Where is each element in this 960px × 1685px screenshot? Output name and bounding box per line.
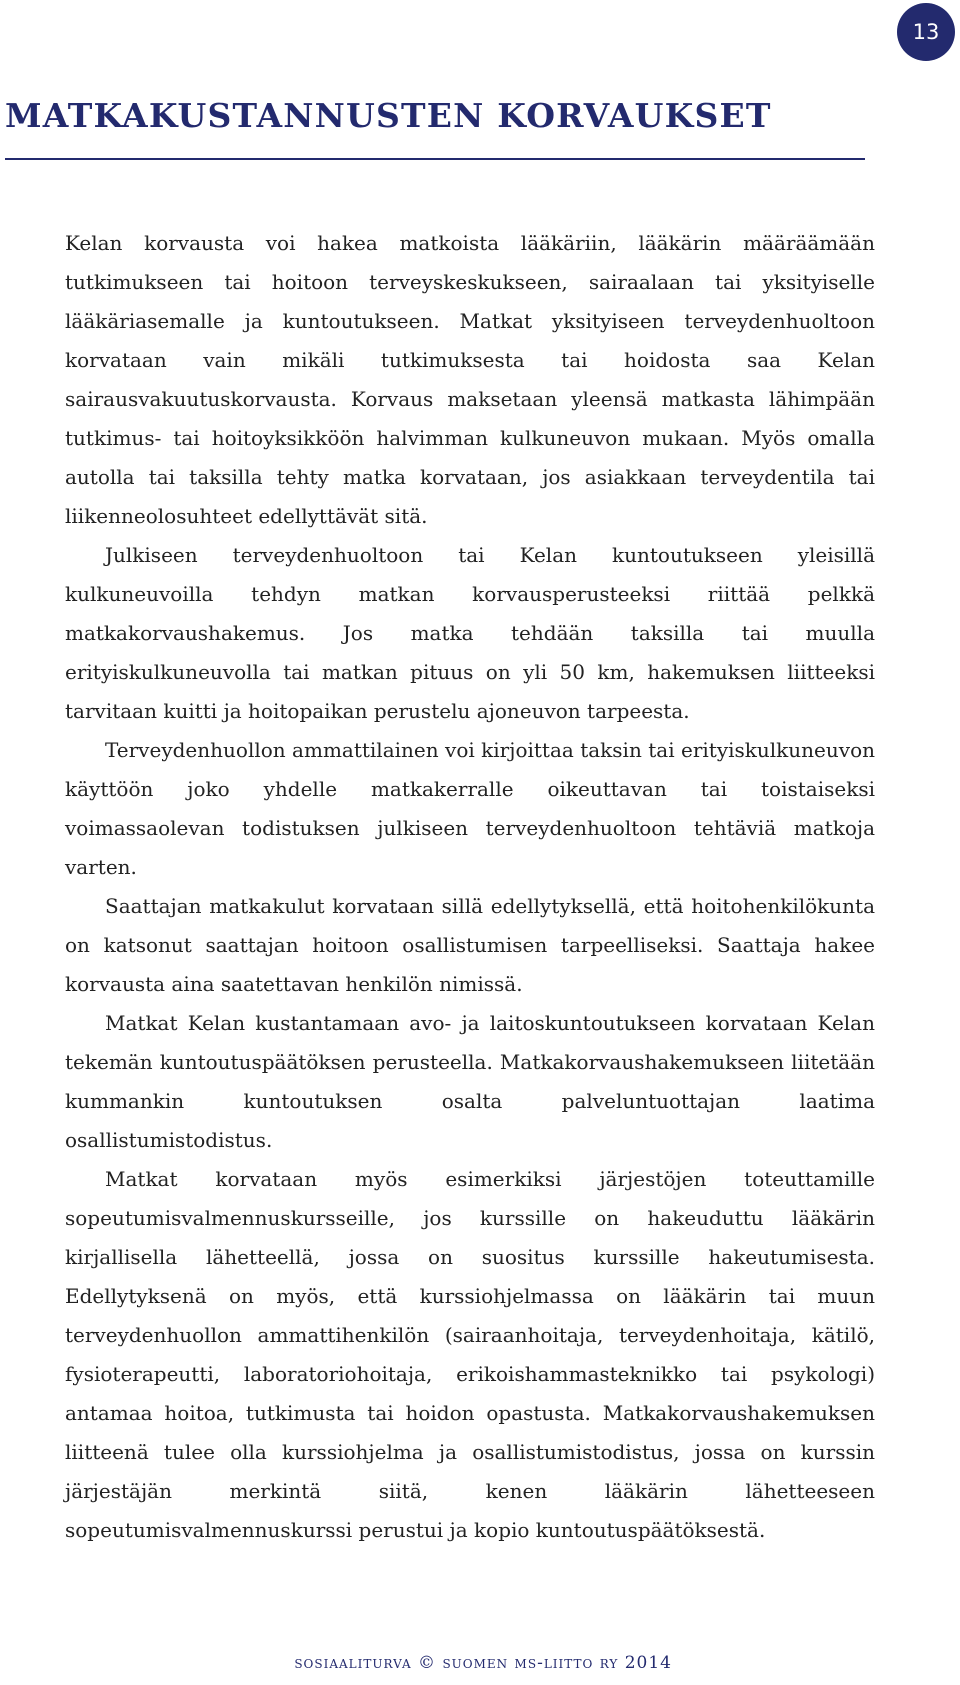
paragraph: Julkiseen terveydenhuoltoon tai Kelan kuntoutukseen yleisillä kulkuneuvoilla tehdyn matkan korvausperusteeksi riittää pelkkä matkakorvaushakemus. Jos matka tehdään taksilla tai muulla erityiskulkuneuvolla tai matkan pituus on yli 50 km, hakemuksen liitteeksi tarvitaan kuitti ja hoitopaikan perustelu ajoneuvon tarpeesta.	[65, 543, 875, 723]
paragraph: Matkat korvataan myös esimerkiksi järjestöjen toteuttamille sopeutumisvalmennuskursseille, jos kurssille on hakeuduttu lääkärin kirjallisella lähetteellä, jossa on suositus kurssille hakeutumisesta. Edellytyksenä on myös, että kurssiohjelmassa on lääkärin tai muun terveydenhuollon ammattihenkilön (sairaanhoitaja, terveydenhoitaja, kätilö, fysioterapeutti, laboratoriohoitaja, erikoishammasteknikko tai psykologi) antamaa hoitoa, tutkimusta tai hoidon opastusta. Matkakorvaushakemuksen liitteenä tulee olla kurssiohjelma ja osallistumistodistus, jossa on kurssin järjestäjän merkintä siitä, kenen lääkärin lähetteeseen sopeutumisvalmennuskurssi perustui ja kopio kuntoutuspäätöksestä.	[65, 1167, 875, 1542]
page-title: MATKAKUSTANNUSTEN KORVAUKSET	[5, 96, 772, 135]
title-underline	[5, 158, 865, 160]
paragraph: Terveydenhuollon ammattilainen voi kirjoittaa taksin tai erityiskulkuneuvon käyttöön joko yhdelle matkakerralle oikeuttavan tai toistaiseksi voimassaolevan todistuksen julkiseen terveydenhuoltoon tehtäviä matkoja varten.	[65, 738, 875, 879]
paragraph: Saattajan matkakulut korvataan sillä edellytyksellä, että hoitohenkilökunta on katsonut saattajan hoitoon osallistumisen tarpeelliseksi. Saattaja hakee korvausta aina saatettavan henkilön nimissä.	[65, 894, 875, 996]
paragraph: Kelan korvausta voi hakea matkoista lääkäriin, lääkärin määräämään tutkimukseen tai hoitoon terveyskeskukseen, sairaalaan tai yksityiselle lääkäriasemalle ja kuntoutukseen. Matkat yksityiseen terveydenhuoltoon korvataan vain mikäli tutkimuksesta tai hoidosta saa Kelan sairausvakuutuskorvausta. Korvaus maksetaan yleensä matkasta lähimpään tutkimus- tai hoitoyksikköön halvimman kulkuneuvon mukaan. Myös omalla autolla tai taksilla tehty matka korvataan, jos asiakkaan terveydentila tai liikenneolosuhteet edellyttävät sitä.	[65, 231, 875, 528]
body-text	[65, 224, 875, 1550]
page-number: 13	[912, 20, 940, 44]
paragraph: Matkat Kelan kustantamaan avo- ja laitoskuntoutukseen korvataan Kelan tekemän kuntoutuspäätöksen perusteella. Matkakorvaushakemukseen liitetään kummankin kuntoutuksen osalta palveluntuottajan laatima osallistumistodistus.	[65, 1011, 875, 1152]
page-number-badge	[897, 3, 955, 61]
page-footer: sosiaaliturva © suomen ms-liitto ry 2014	[294, 1653, 672, 1673]
